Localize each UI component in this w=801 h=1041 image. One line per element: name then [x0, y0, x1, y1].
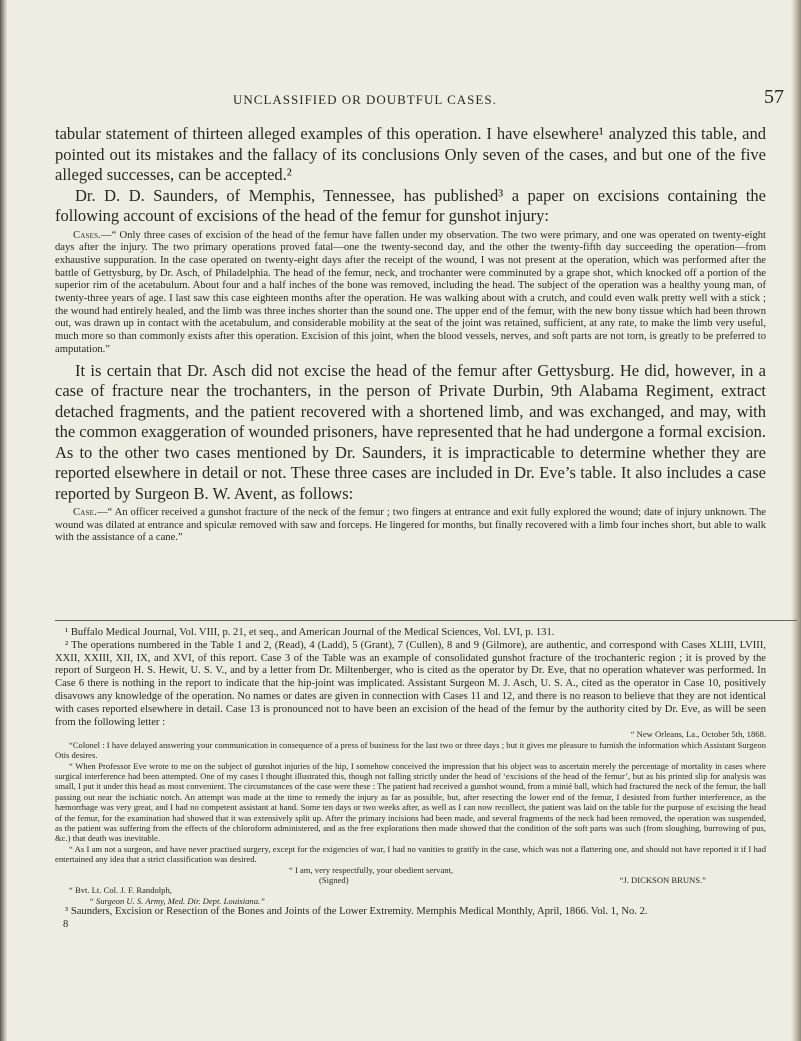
- running-head: UNCLASSIFIED OR DOUBTFUL CASES.: [233, 92, 497, 107]
- letter-paragraph: “ When Professor Eve wrote to me on the subject of gunshot injuries of the hip, I somehow conceived the impression that his object was to ascertain merely the percentage of mortality in cases where surgical interference had been attempted. One of my cases I thought illustrated this, though not falling strictly under the head of ‘excisions of the head of the femur’, but as his printed slip for analysis was small, I put it under this head as most convenient. The circumstances of the case were these : The patient had received a gunshot wound, from a minié ball, which had fractured the neck of the femur, the ball passing out near the ischiatic notch. An attempt was made at the time to remedy the injury as far as possible, but, after resecting the lower end of the femur, I desisted from further interference, as the hæmorrhage was very great, and I had no competent assistant at hand. Some ten days or two weeks after, as well as I can now recollect, the patient was laid on the table for the purpose of excising the head of the femur, for the examination had showed that it was extensively split up. After the primary incisions had been made, and several fragments of the neck had been removed, the operation was suspended, as the patient was suffering from the effects of the chloroform administered, and as the free explorations then made showed that the condition of the soft parts was such (from sloughing, burrowing of pus, &c.) that death was inevitable.: [55, 760, 766, 844]
- page-number: 57: [764, 86, 784, 108]
- footnote-rule: [55, 620, 797, 621]
- paragraph-saunders: Dr. D. D. Saunders, of Memphis, Tennessee, has published³ a paper on excisions containing the following account of excisions of the head of the femur for gunshot injury:: [55, 185, 766, 225]
- footnote-1: ¹ Buffalo Medical Journal, Vol. VIII, p. 21, et seq., and American Journal of the Medical Sciences, Vol. LVI, p. 131.: [65, 627, 555, 638]
- quote-text: —“ Only three cases of excision of the head of the femur have fallen under my observation. The two were primary, and one was operated on twenty-eight days after the injury. The two primary operations proved fatal—one the twenty-second day, and the other the twenty-fifth day succeeding the operation—from exhaustive suppuration. In the case operated on twenty-eight days after the receipt of the wound, I was not present at the operation, which was performed after the battle of Gettysburg, by Dr. Asch, of Philadelphia. The head of the femur, neck, and trochanter were comminuted by a grape shot, which knocked off a portion of the superior rim of the acetabulum. About four and a half inches of the bone was removed, including the head. The subject of the operation was a healthy young man, of twenty-three years of age. I last saw this case eighteen months after the operation. He was walking about with a crutch, and could even walk pretty well with a stick ; the wound had entirely healed, and the limb was three inches shorter than the sound one. The upper end of the femur, with the new bony tissue which had been thrown out, was drawn up in contact with the acetabulum, and considerable mobility at the seat of the joint was retained, sufficient, at any rate, to make the limb very useful, much more so than commonly exists after this operation. Excision of this joint, when the blood vessels, nerves, and soft parts are not torn, is greatly to be preferred to amputation.”: [55, 229, 766, 355]
- letter-addressee: “ Bvt. Lt. Col. J. F. Randolph,: [69, 885, 172, 896]
- page-header: [0, 86, 801, 112]
- signed-label: (Signed): [319, 875, 349, 886]
- letter-salutation: “Colonel : I have delayed answering your communication in consequence of a press of business for the last two or three days ; but it gives me pleasure to furnish the information which Assistant Surgeon Otis desires.: [55, 739, 766, 761]
- body-text: [55, 124, 766, 545]
- signature-name: “J. DICKSON BRUNS.”: [619, 875, 706, 886]
- footnotes: [55, 627, 766, 932]
- paragraph-tabular-statement: tabular statement of thirteen alleged examples of this operation. I have elsewhere¹ analyzed this table, and pointed out its mistakes and the fallacy of its conclusions Only seven of the cases, and but one of the five alleged successes, can be accepted.²: [55, 124, 766, 184]
- letter-closing: “ I am, very respectfully, your obedient servant,: [289, 864, 454, 875]
- letter-paragraph: “ As I am not a surgeon, and have never practised surgery, except for the exigencies of war, I had no vanities to gratify in the case, which was not a flattering one, and should not have reported it if I had entertained any idea that a strict classification was desired.: [55, 843, 766, 865]
- signature-mark: 8: [63, 919, 69, 931]
- right-page-edge: [791, 0, 801, 1041]
- paragraph-asch: It is certain that Dr. Asch did not excise the head of the femur after Gettysburg. He did, however, in a case of fracture near the trochanters, in the person of Private Durbin, 9th Alabama Regiment, extract detached fragments, and the patient recovered with a shortened limb, and was exchanged, and may, with the common exaggeration of wounded prisoners, have represented that he had undergone a formal excision. As to the other two cases mentioned by Dr. Saunders, it is impracticable to determine whether they are reported elsewhere in detail or not. These three cases are included in Dr. Eve’s table. It also includes a case reported by Surgeon B. W. Avent, as follows:: [55, 360, 766, 503]
- quote-lead: Case.: [73, 507, 97, 519]
- letter-addressee-title: “ Surgeon U. S. Army, Med. Dir. Dept. Louisiana.”: [89, 895, 265, 906]
- letter-signature-line: [55, 875, 766, 885]
- quote-lead: Cases.: [73, 229, 102, 241]
- quote-text: —“ An officer received a gunshot fracture of the neck of the femur ; two fingers at entrance and exit fully explored the wound; date of injury unknown. The wound was dilated at entrance and spiculæ removed with saw and forceps. He lingered for months, but finally recovered with a limb four inches short, but able to walk with the assistance of a cane.”: [55, 507, 766, 544]
- letter-place-date: “ New Orleans, La., October 5th, 1868.: [630, 729, 766, 740]
- quote-saunders-cases: [55, 230, 766, 357]
- footnote-3: ³ Saunders, Excision or Resection of the Bones and Joints of the Lower Extremity. Memphis Medical Monthly, April, 1866. Vol. 1, No. 2.: [65, 906, 648, 918]
- quote-avent-case: [55, 507, 766, 545]
- footnote-2: ² The operations numbered in the Table 1 and 2, (Read), 4 (Ladd), 5 (Grant), 7 (Cullen), 8 and 9 (Gilmore), are authentic, and correspond with Cases XLIII, LVIII, XXII, XXIII, XII, IX, and XVI, of this report. Case 3 of the Table was an example of consolidated gunshot fracture of the trochanteric region ; it is proved by the report of Surgeon H. S. Hewit, U. S. V., and by a letter from Dr. Miltenberger, who is cited as the operator by Dr. Eve, that no operation whatever was performed. In Case 6 there is nothing in the report to indicate that the hip-joint was implicated. Assistant Surgeon M. J. Asch, U. S. A., cited as the operator in Case 10, positively disavows any knowledge of the operation. No names or dates are given in connection with Cases 11 and 12, and there is no reason to believe that they are not identical with cases reported elsewhere in detail. Case 13 is pronounced not to have been an excision of the head of the femur by the authority cited by Dr. Eve, as will be seen from the following letter :: [55, 639, 766, 728]
- left-page-edge: [0, 0, 7, 1041]
